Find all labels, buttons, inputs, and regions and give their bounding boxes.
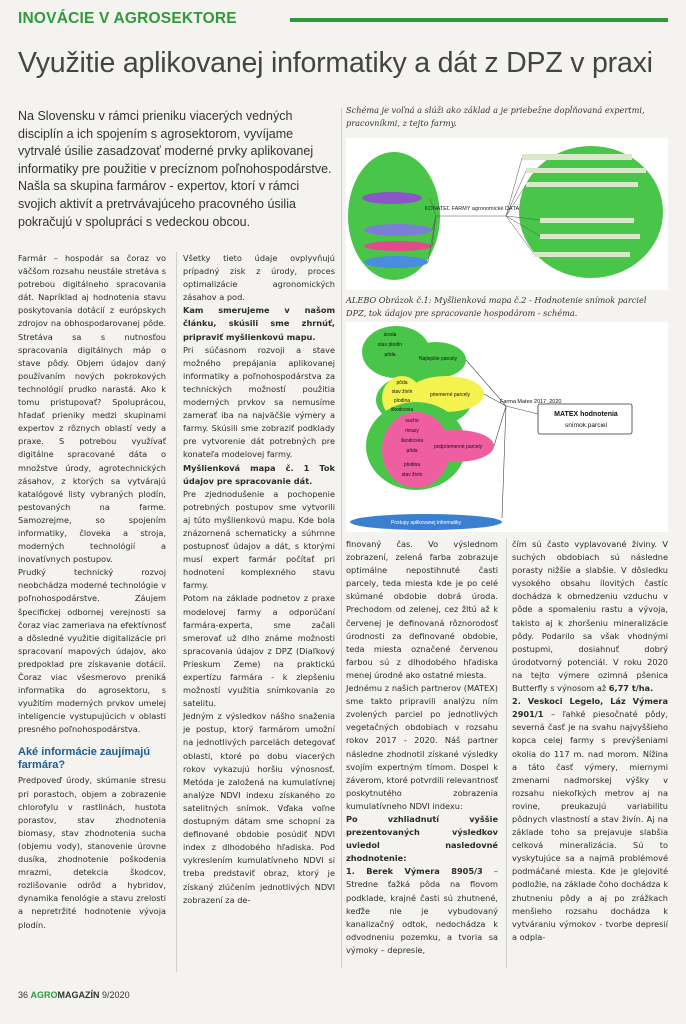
matex-box	[538, 404, 632, 434]
section-label: INOVÁCIE V AGROSEKTORE	[18, 10, 237, 27]
article-column-3	[346, 538, 498, 957]
magazine-name: MAGAZÍN	[57, 990, 100, 1000]
mind-map-right-lobe	[519, 146, 663, 278]
article-title: Využitie aplikovanej informatiky a dát z DPZ v praxi	[18, 47, 653, 79]
mind-map-center-label: Farma Matex 2017_2020	[500, 399, 562, 405]
body-paragraph: Jednému z našich partnerov (MATEX) sme takto pripravili analýzu ním zvolených parciel po jednotlivých vegetačných obdobiach v rozsahu rokov 2017 - 2020. Náš partner následne zhodnotil získané výsledky svojím expertným tímom. Dospel k záverom, ktoré potvrdili relevantnosť poskytnutého zobrazenia kumulatívneho NDVI indexu:	[346, 683, 498, 811]
body-paragraph	[512, 695, 668, 944]
body-paragraph: Všetky tieto údaje ovplyvňujú prípadný zisk z úrody, proces optimalizácie agronomických zásahov a pod.	[183, 253, 335, 303]
figure-caption: ALEBO Obrázok č.1: Myšlienková mapa č.2 - Hodnotenie snímok parciel DPZ, tok údajov pre spracovanie hospodárom - schéma.	[346, 295, 647, 318]
section-rule	[290, 18, 668, 22]
node-label: úroda	[383, 332, 397, 338]
matex-box-label-2: snímok parciel	[565, 422, 607, 429]
node-group-label: priemerné parcely	[429, 392, 471, 398]
mind-map-1	[346, 138, 668, 290]
article-column-1	[18, 252, 166, 932]
body-paragraph: Pre zjednodušenie a pochopenie potrebných postupov sme vytvorili aj túto myšlienkovú mapu. Kde bola znázornená schematicky a súhrnne postupnosť údajov a dát, s ktorými musí expert farmár počítať pri hodnotení komplexného stavu farmy.	[183, 488, 335, 591]
parcel-text: – Stredne ťažká pôda na flovom podklade, krajné časti sú zhutnené, keďže nie je vybudovaný kanalizačný odtok, nedochádza k odvodneniu pozemku, a tvoria sa výmoky – depresie,	[346, 866, 498, 955]
node-group-label: podpriemerné parcely	[433, 444, 483, 450]
parcel-text: – ľahké piesočnaté pôdy, severná časť je na svahu najvyššieho kopca celej farmy s prevýšeniami okolia do 117 m. nad morom. Nížina a táto časť výmery, miernymi zmenami nadmorskej výšky v rozsahu niekoľkých metrov aj na rovine, preukazujú variabilitu pôdnych vlastností a stav živín. Aj na základe toho sa prejavuje slabšia celková mineralizácia. Sú to vyskytujúce sa a najmä problémové podmáčané miesta. Kde je glejovité podložie, na základe čoho dochádza k zhutneniu pôdy a aj po zrážkach menšieho rozsahu dochádza k vytváraniu výmokov - tvorbe depresií a odpla-	[512, 709, 668, 942]
page-number: 36	[18, 990, 29, 1000]
mind-map-node	[526, 168, 646, 173]
node-label: mrazy	[405, 428, 419, 434]
lead-text-1: Na Slovensku v rámci prieniku viacerých vedných disciplín a ich spojením s agrosektorom, vyvíjame vytrvalé úsilie zasadzovať moderné prvky aplikovanej informatiky pre použitie v precíznom poľnohospodárstve.	[18, 109, 332, 176]
yield-value: 6,77 t/ha.	[608, 683, 654, 694]
node-label: plodina	[393, 398, 411, 404]
mind-map-node	[364, 256, 428, 268]
node-label: Postupy aplikovanej informatiky	[390, 520, 462, 526]
body-paragraph: Farmár – hospodár sa čoraz vo väčšom rozsahu neustále stretáva s potrebou digitálneho spracovania dát. Napríklad aj hodnotenia stavu poskytovania dotácií z európskych zdrojov na obhospodarovanej pôde. Stretáva sa s nutnosťou spracovania digitálnych máp o stave pôdy. Objem údajov daný používaním nových pokrokových technológií prudko narastá. Ako k tomu pristupovať? Spoluprácou, hľadať prieniky medzi skupinami expertov z rôznych oblastí vedy a praxe. S potrebou využívať digitálne spracované dáta o množstve úrody, agrotechnických zásahov, z ktorých sa vytvárajú katalógové listy vybraných plodín, pestovaných na farme. Samozrejme, so spojením informatiky, človeka a stroja, moderných technológií a inovatívnych postupov.	[18, 253, 166, 565]
mind-map-node	[522, 154, 632, 160]
mind-map-node	[364, 224, 432, 236]
matex-box-label	[554, 411, 618, 418]
issue-number: 9/2020	[102, 990, 130, 1000]
bold-paragraph: Kam smerujeme v našom článku, skúsili sme zhrnúť, pripraviť myšlienkovú mapu.	[183, 305, 335, 342]
node-label: stav plodín	[377, 342, 403, 348]
body-paragraph: Potom na základe podnetov z praxe modelovej farmy a odporúčaní farmára-experta, sme začali smerovať už dlho známe možnosti spracovania údajov z DPZ (Diaľkový Prieskum Zeme) na praktickú expertízu farmára - k zlepšeniu možností využitia snímkovania zo satelitu.	[183, 593, 335, 709]
magazine-brand: AGRO	[30, 990, 58, 1000]
node-label: pôda	[406, 448, 418, 454]
bold-paragraph: Po vzhliadnutí vyššie prezentovaných výsledkov uviedol nasledovné zhodnotenie:	[346, 813, 498, 864]
node-label: sucho	[405, 418, 419, 424]
mind-map-node	[534, 252, 630, 257]
parcel-label: 2. Veskoci Legelo, Láz Výmera 2901/1	[512, 696, 668, 720]
figure-reference: Myšlienková mapa č. 1 Tok údajov pre spracovanie dát.	[183, 462, 335, 486]
mind-map-2	[346, 322, 668, 532]
node-label: škodcovia	[390, 407, 414, 413]
lead-text-2: Našla sa skupina farmárov - expertov, ktorí v rámci svojich aktivít a pretrvávajúceho pracovného úsilia pokračujú v spolupráci s vedeckou obcou.	[18, 179, 300, 229]
mind-map-node	[540, 218, 634, 223]
node-label: stav živín	[391, 389, 413, 395]
figure-caption-top: Schéma je voľná a slúži ako základ a je priebežne dopĺňovaná expertmi, pracovníkmi, z tejto farmy.	[346, 105, 645, 128]
mind-map-node	[526, 182, 638, 187]
matex-box-line: MATEX hodnotenia	[554, 411, 618, 418]
body-paragraph: Predpoveď úrody, skúmanie stresu pri porastoch, objem a zobrazenie chlorofylu v rastlinách, hustota porastov, stav zhodnotenia biomasy, stav zhodnotenia sucha (objemu vody), stanovenie úrovne dusíka, zhodnotenie poškodenia mrazmi, detekcia škodcov, rozlišovanie odrôd a hybridov, dynamika fenológie a stavu zrelosti a nepretržité hodnotenie vývoja plodín.	[18, 775, 166, 930]
mind-map-node	[362, 192, 422, 204]
article-column-4	[512, 538, 668, 944]
page-footer	[18, 990, 130, 1000]
body-paragraph	[512, 538, 668, 695]
article-column-2	[183, 252, 335, 907]
body-paragraph: Prudký technický rozvoj neobchádza moderné technológie v poľnohospodárstve. Záujem špecifickej odbornej verejnosti sa čoraz viac zameriava na efektívnosť a dôsledné využitie digitalizácie pri spracovaní mapových údajov, ako predpoklad pre získavanie dotácií. Čoraz viac všesmerovo preniká informatika do agrosektoru, s využitím moderných prvkov umelej inteligencie vystupujúcich v oblasti presného poľnohospodárstva.	[18, 567, 166, 735]
lead-paragraph	[18, 108, 338, 231]
node-group-label: Najlepšie parcely	[418, 356, 458, 362]
column-divider	[506, 538, 507, 968]
column-divider	[341, 108, 342, 968]
mind-map-node	[540, 234, 640, 239]
body-paragraph: Pri súčasnom rozvoji a stave možného prepájania aplikovanej informatiky a poľnohospodárstva za technických možností použitia moderných prvkov sa nemusíme zamerať iba na najväčšie výmery a farmy. Skúsili sme zobraziť podklady pre vytvorenie dát potrebných pre konateľa modelovej farmy.	[183, 344, 335, 460]
node-label: pôda	[384, 352, 396, 358]
node-label: škodcovia	[400, 438, 424, 444]
mind-map-center-label: KONATEĽ FARMY agronomické DÁTA	[424, 206, 520, 212]
body-paragraph: finovaný čas. Vo výslednom zobrazení, zelená farba zobrazuje optimálne nepostihnuté časti parcely, teda miesta kde je po celé skúmané obdobie dobrá úroda. Prechodom od zelenej, cez žltú až k červenej je definovaná rôznorodosť úrodnosti za definované obdobie, teda miesta označené červenou farbou sú z dlhodobého hľadiska menej úrodné ako ostatné miesta.	[346, 539, 498, 680]
body-text: čím sú často vyplavované živiny. V suchých obdobiach sú následne porasty nižšie a slabšie. V dôsledku vysokého obsahu ílovitých častíc dochádza k obmedzeniu vzduchu v pôde a spomaleniu rastu a vývoja, takisto aj k zhoršeniu mineralizácie pôdy. Podarilo sa však vhodnými postupmi, dosiahnuť dobrý úrodotvorný potenciál. V roku 2020 na tejto výmere ozimná pšenica Butterfly s výnosom až	[512, 539, 668, 694]
body-paragraph: Jedným z výsledkov nášho snaženia je postup, ktorý farmárom umožní na jednotlivých parcelách detegovať oblasti, ktoré po dobu viacerých rokov vykazujú horšiu výnosnosť. Metóda je založená na kumulatívnej analýze NDVI indexu získaného zo satelitných snímok. Vďaka voľne dostupným dátam sme schopní za definované obdobie posúdiť NDVI index z dlhodobého hľadiska. Pod vykreslením kumulatívneho NDVI si treba predstaviť obraz, ktorý je získaný zlúčením jednotlivých NDVI zobrazení za de-	[183, 711, 335, 905]
subheading: Aké informácie zaujímajú farmára?	[18, 746, 151, 772]
column-divider	[176, 252, 177, 972]
node-label: stav živín	[401, 472, 423, 478]
node-label: plodina	[403, 462, 421, 468]
parcel-label: 1. Berek Výmera 8905/3	[346, 866, 483, 877]
mind-map-node	[364, 241, 432, 251]
body-paragraph	[346, 865, 498, 957]
node-label: pôda	[396, 380, 408, 386]
